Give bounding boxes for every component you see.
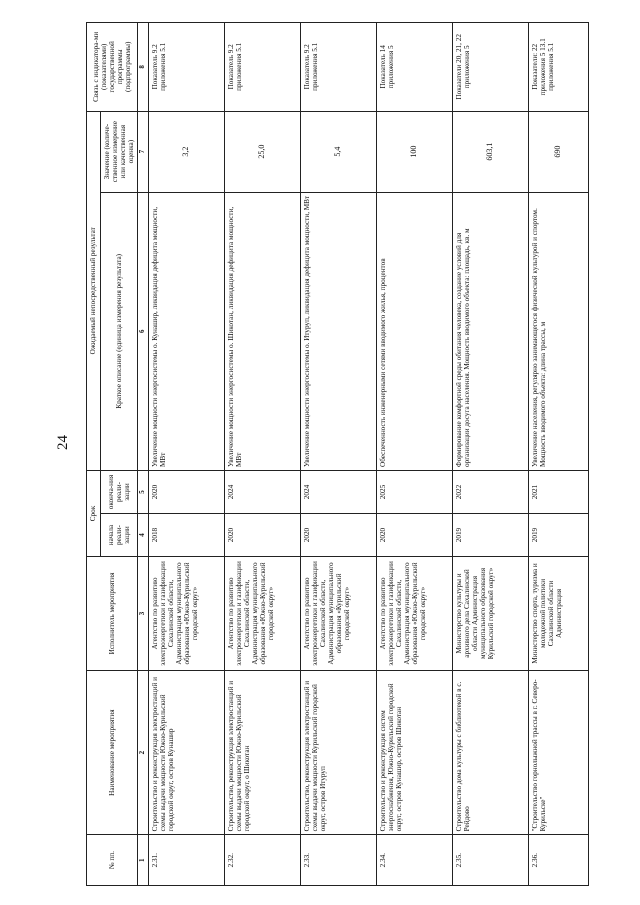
column-index: 6 [138,192,149,470]
row-end: 2025 [377,470,453,513]
column-index: 5 [138,470,149,513]
row-executor: Министерство спорта, туризма и молодежной политики Сахалинской области Администрация [529,557,589,671]
row-executor: Агентство по развитию электроэнергетики и газификации Сахалинской области, Администрация муниципального образования «Курильский городской округ» [301,557,377,671]
row-num: 2.34. [377,835,453,886]
header-link: Связь с индикатора-ми (показателями) государственной программы (подпрограммы) [87,23,138,112]
column-index: 3 [138,557,149,671]
row-start: 2020 [225,514,301,557]
table-row [529,23,589,886]
row-name: Строительство дома культуры с библиотекой в с. Рейдово [453,670,529,834]
header-term-start: начала реали-зации [101,514,138,557]
row-end: 2021 [529,470,589,513]
row-value: 100 [377,111,453,192]
row-value: 5,4 [301,111,377,192]
row-num: 2.32. [225,835,301,886]
row-value: 603,1 [453,111,529,192]
row-num: 2.31. [149,835,225,886]
row-num: 2.36. [529,835,589,886]
column-index: 8 [138,23,149,112]
row-link: Показатель 14 приложения 5 [377,23,453,112]
row-name: Строительство и реконструкция электростанций и схемы выдачи мощности Южно-Курильский городской округ, остров Кунашир [149,670,225,834]
row-value: 3,2 [149,111,225,192]
table-row [301,23,377,886]
header-name: Наименование мероприятия [87,670,138,834]
row-executor: Агентство по развитию электроэнергетики и газификации Сахалинской области, Администрация муниципального образования «Южно-Курильский городской округ» [377,557,453,671]
row-link: Показатели: 22 приложения 5 13.1 приложения 5.1 [529,23,589,112]
column-index: 7 [138,111,149,192]
table-row [225,23,301,886]
header-result-desc: Краткое описание (единица измерения результата) [101,192,138,470]
row-desc: Увеличение населения, регулярно занимающегося физической культурой и спортом. Мощность вводимого объекта: длина трассы, м [529,192,589,470]
row-desc: Обеспеченность инженерными сетями вводимого жилья, процентов [377,192,453,470]
row-start: 2020 [301,514,377,557]
header-result-value: Значение (количе-ственное измерение или качественная оценка) [101,111,138,192]
page-number: 24 [55,435,71,450]
row-desc: Увеличение мощности энергосистемы о. Шикотан, ликвидация дефицита мощности, МВт [225,192,301,470]
rotated-table-container [86,22,608,886]
row-end: 2024 [225,470,301,513]
row-start: 2019 [529,514,589,557]
row-link: Показатель 9.2 приложения 5.1 [149,23,225,112]
row-end: 2022 [453,470,529,513]
row-value: 25,0 [225,111,301,192]
row-executor: Агентство по развитию электроэнергетики и газификации Сахалинской области, Администрация муниципального образования «Южно-Курильский городской округ» [225,557,301,671]
table-row [377,23,453,886]
events-table [86,22,589,886]
table-row [149,23,225,886]
row-start: 2019 [453,514,529,557]
row-num: 2.33. [301,835,377,886]
row-executor: Агентство по развитию электроэнергетики и газификации Сахалинской области, Администрация муниципального образования «Южно-Курильский городской округ» [149,557,225,671]
row-desc: Формирование комфортной среды обитания человека, создание условий для организации досуга населения. Мощность вводимого объекта: площадь, кв. м [453,192,529,470]
column-index: 1 [138,835,149,886]
header-result-group: Ожидаемый непосредственный результат [87,111,101,470]
row-value: 690 [529,111,589,192]
row-desc: Увеличение мощности энергосистемы о. Кунашир, ликвидация дефицита мощности, МВт [149,192,225,470]
header-term: Срок [87,470,101,556]
row-name: "Строительство горнолыжной трассы в г. Северо-Курильске" [529,670,589,834]
row-name: Строительство, реконструкция электростанций и схемы выдачи мощности Курильский городской округ, остров Итуруп [301,670,377,834]
row-start: 2020 [377,514,453,557]
table-row [453,23,529,886]
row-end: 2020 [149,470,225,513]
header-num: № пп. [87,835,138,886]
row-desc: Увеличение мощности энергосистемы о. Итуруп, ликвидация дефицита мощности, МВт [301,192,377,470]
row-start: 2018 [149,514,225,557]
column-index: 2 [138,670,149,834]
header-term-end: оконча-ния реали-зации [101,470,138,513]
row-name: Строительство и реконструкция систем энергоснабжения, Южно-Курильский городской округ, остров Кунашир, остров Шикотан [377,670,453,834]
row-link: Показатель 9.2 приложения 5.1 [301,23,377,112]
column-index: 4 [138,514,149,557]
header-executor: Исполнитель мероприятия [87,557,138,671]
row-end: 2024 [301,470,377,513]
row-executor: Министерство культуры и архивного дела Сахалинской области Администрация муниципального образования Курильский городской округ» [453,557,529,671]
row-name: Строительство, реконструкция электростанций и схемы выдачи мощности Южно-Курильский городской округ, о Шикотан [225,670,301,834]
row-num: 2.35. [453,835,529,886]
row-link: Показатель 9.2 приложения 5.1 [225,23,301,112]
row-link: Показатели 20, 21, 22 приложения 5 [453,23,529,112]
